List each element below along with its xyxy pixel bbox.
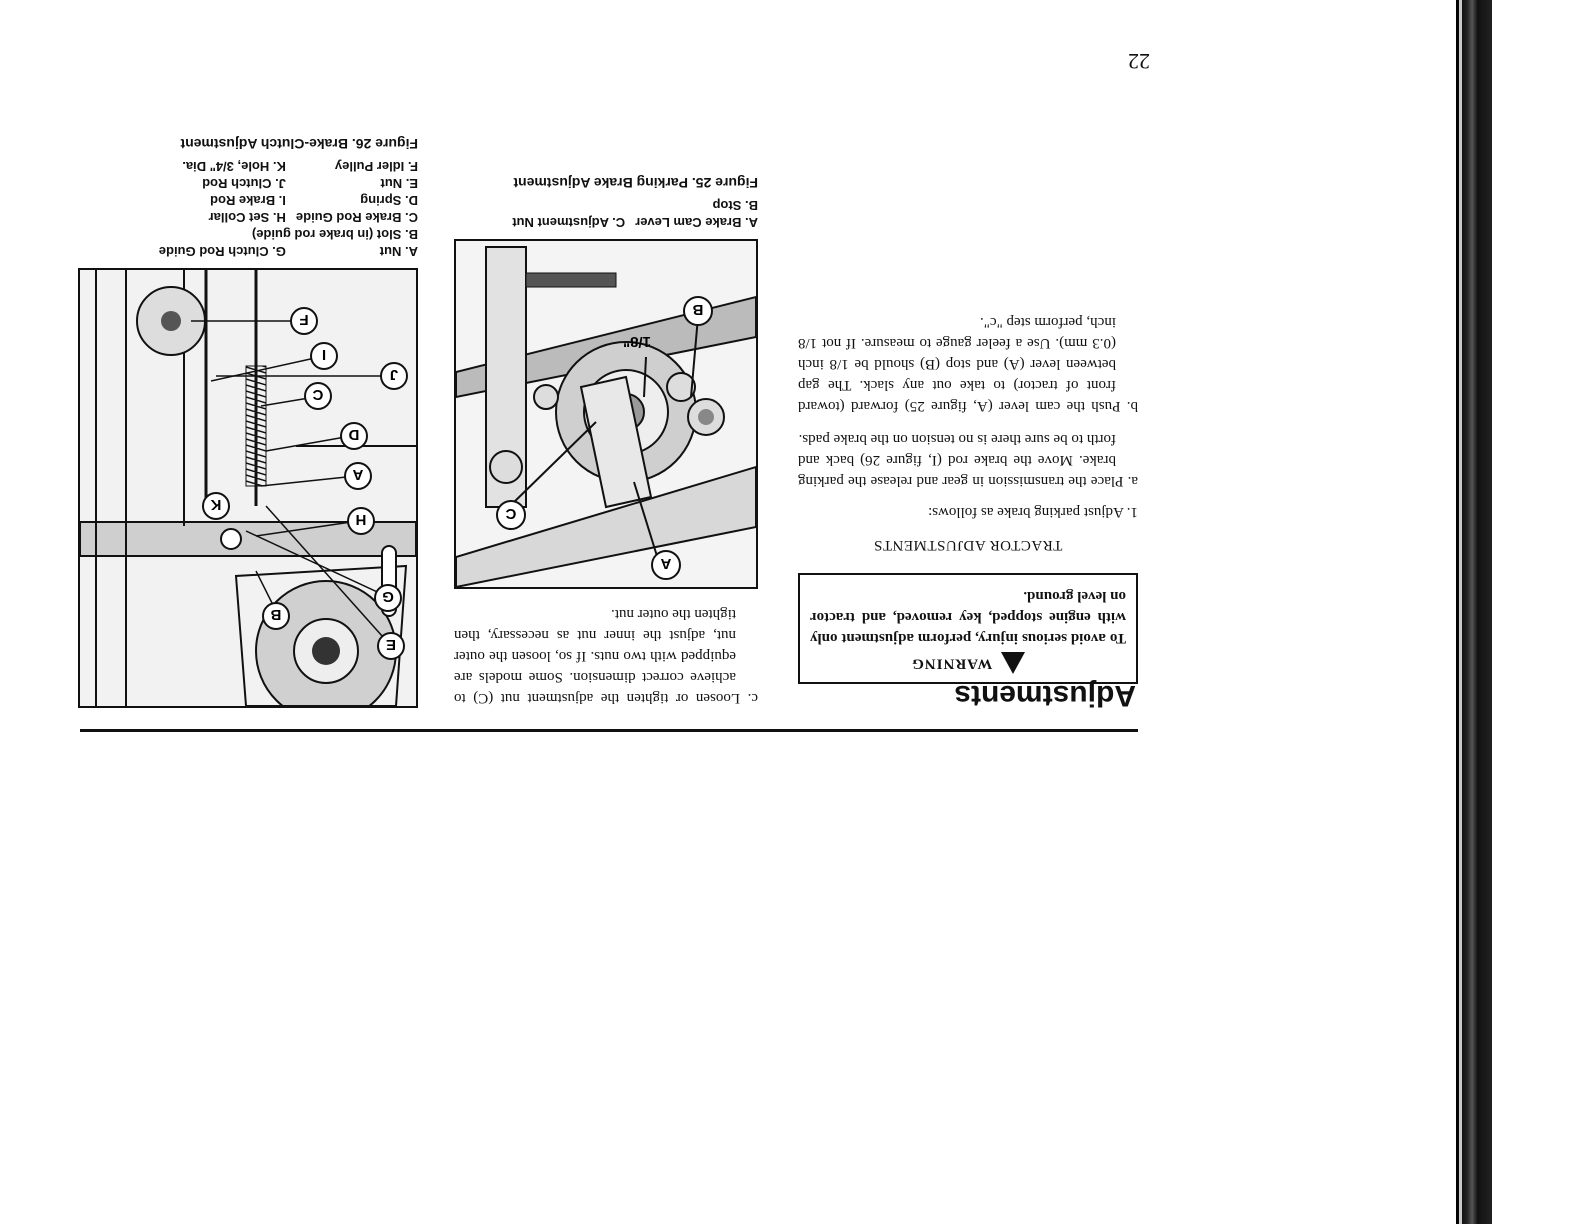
- page-number: 22: [1128, 49, 1150, 74]
- step-c: c. Loosen or tighten the adjustment nut (C) to achieve correct dimension. Some models are equipped with two nuts. If so, loosen the outer nut, adjust the inner nut as necessary, then tighten the outer nut.: [454, 606, 758, 706]
- legend-item: C. Brake Rod Guide: [295, 210, 418, 225]
- callout-j: J: [389, 366, 399, 383]
- legend-item: [502, 197, 625, 214]
- legend-item: I. Brake Rod: [210, 193, 286, 208]
- brake-clutch-drawing: [80, 270, 416, 706]
- gap-dimension-label: 1/8": [623, 333, 651, 350]
- legend-item: B. Stop: [712, 198, 758, 213]
- figure-25-illustration: [454, 239, 758, 589]
- figure-26-illustration: [78, 268, 418, 708]
- warning-box: [798, 573, 1138, 684]
- parking-brake-drawing: [456, 241, 756, 587]
- legend-item: D. Spring: [360, 193, 418, 208]
- title-rule: [80, 729, 1138, 732]
- legend-item: J. Clutch Rod: [202, 176, 286, 191]
- step-1: 1. Adjust parking brake as follows:: [928, 504, 1138, 520]
- warning-text: To avoid serious injury, perform adjustment only with engine stopped, key removed, and tractor on level ground.: [810, 588, 1126, 646]
- callout-i: I: [321, 346, 327, 363]
- text-column-left: [798, 299, 1138, 684]
- figure-26-legend: [78, 158, 418, 260]
- step-a: a. Place the transmission in gear and release the parking brake. Move the brake rod (I, figure 26) back and forth to be sure there is no tension on the brake pads.: [798, 431, 1138, 489]
- figure-column-right: [78, 136, 418, 708]
- warning-triangle-icon: [1001, 652, 1025, 674]
- legend-item: E. Nut: [380, 176, 418, 191]
- figure-26-caption: Figure 26. Brake-Clutch Adjustment: [180, 136, 418, 152]
- warning-heading: WARNING: [911, 655, 993, 672]
- legend-item: A. Brake Cam Lever: [635, 215, 758, 230]
- callout-c: C: [312, 386, 324, 403]
- legend-item: B. Slot (in brake rod guide): [251, 227, 418, 242]
- section-title: Adjustments: [954, 679, 1136, 712]
- figure-25-legend: [454, 197, 758, 231]
- callout-f: F: [299, 311, 309, 328]
- callout-a-label: A: [660, 555, 672, 572]
- legend-item: K. Hole, 3/4" Dia.: [182, 159, 286, 174]
- tractor-adjustments-heading: TRACTOR ADJUSTMENTS: [873, 537, 1063, 553]
- callout-d: D: [348, 426, 360, 443]
- text-column-middle: [454, 175, 758, 708]
- callout-b: B: [270, 606, 282, 623]
- figure-25-caption: Figure 25. Parking Brake Adjustment: [513, 175, 758, 191]
- callout-c-label: C: [505, 505, 517, 522]
- callout-h: H: [355, 511, 367, 528]
- binding-highlight: [1459, 0, 1462, 1224]
- callout-b-label: B: [692, 301, 704, 318]
- callout-a: A: [352, 466, 364, 483]
- step-b: b. Push the cam lever (A, figure 25) forward (toward front of tractor) to take out any slack. The gap between lever (A) and stop (B) should be 1/8 inch (0.3 mm). Use a feeler gauge to measure. If not 1/8 inch, perform step "c".: [798, 314, 1138, 414]
- legend-item: G. Clutch Rod Guide: [158, 244, 286, 259]
- callout-g: G: [382, 588, 394, 605]
- legend-item: A. Nut: [379, 244, 418, 259]
- callout-e: E: [385, 636, 397, 653]
- legend-item: H. Set Collar: [208, 210, 286, 225]
- warning-heading-row: [810, 652, 1126, 674]
- callout-k: K: [210, 496, 222, 513]
- legend-item: C. Adjustment Nut: [512, 215, 626, 230]
- legend-item: F. Idler Pulley: [334, 159, 418, 174]
